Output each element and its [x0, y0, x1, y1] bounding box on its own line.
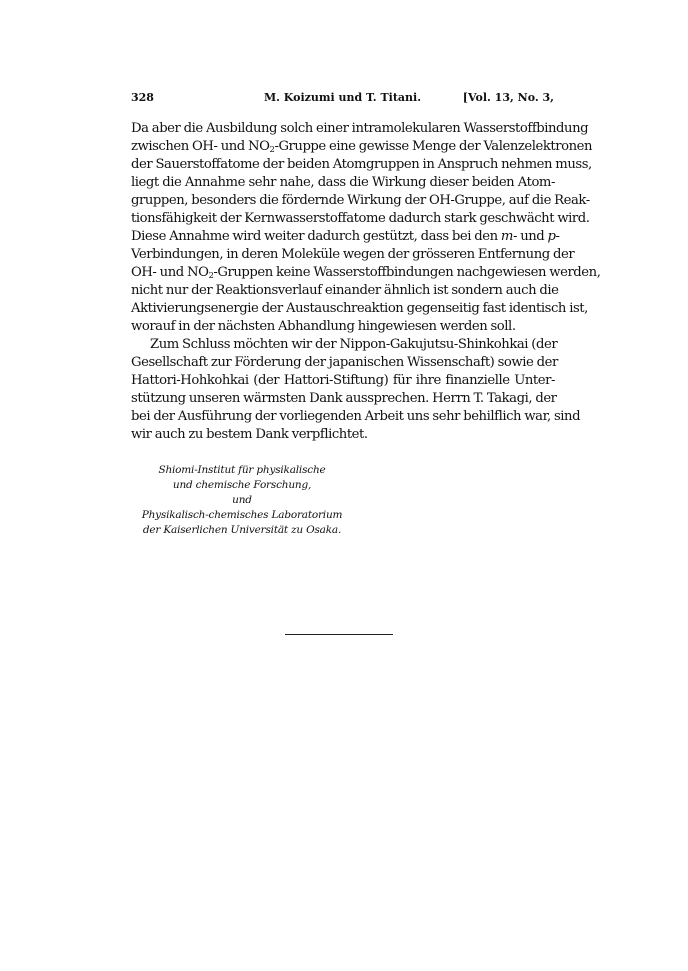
running-header-authors: M. Koizumi und T. Titani. — [263, 91, 422, 104]
affiliation-line: Physikalisch-chemisches Laboratorium — [141, 509, 343, 521]
text-line — [131, 228, 560, 246]
subscript: 2 — [208, 271, 214, 281]
text-line: bei der Ausführung der vorliegenden Arbeit uns sehr behilflich war, sind — [131, 409, 581, 424]
author-affiliation — [120, 463, 364, 538]
text-line: Verbindungen, in deren Moleküle wegen der grösseren Entfernung der — [131, 247, 575, 262]
italic-symbol: m — [500, 229, 513, 244]
text-line: Zum Schluss möchten wir der Nippon-Gakujutsu-Shinkohkai (der — [150, 337, 558, 352]
text-line: Aktivierungsenergie der Austauschreaktion gegenseitig fast identisch ist, — [131, 301, 588, 316]
text-line — [131, 264, 601, 282]
text-line: der Sauerstoffatome der beiden Atomgruppen in Anspruch nehmen muss, — [131, 157, 592, 172]
text-line: Gesellschaft zur Förderung der japanischen Wissenschaft) sowie der — [131, 355, 558, 370]
text-line: tionsfähigkeit der Kernwasserstoffatome dadurch stark geschwächt wird. — [131, 211, 590, 226]
text-line: Da aber die Ausbildung solch einer intramolekularen Wasserstoffbindung — [131, 121, 589, 136]
text-span: - — [555, 229, 560, 244]
running-header — [131, 91, 554, 109]
paragraph-1 — [131, 120, 601, 336]
text-line: stützung unseren wärmsten Dank aussprechen. Herrn T. Takagi, der — [131, 391, 557, 406]
text-span: -Gruppen keine Wasserstoffbindungen nachgewiesen werden, — [213, 265, 601, 280]
body-text — [131, 120, 601, 444]
end-of-article-rule — [285, 634, 393, 635]
text-line — [131, 138, 593, 156]
text-line: wir auch zu bestem Dank verpflichtet. — [131, 427, 368, 442]
text-span: -Gruppe eine gewisse Menge der Valenzelektronen — [274, 139, 593, 154]
italic-symbol: p — [547, 229, 556, 244]
affiliation-line: und chemische Forschung, — [172, 479, 312, 491]
text-span: zwischen OH- und NO — [131, 139, 270, 154]
affiliation-line: und — [232, 494, 252, 506]
text-line: nicht nur der Reaktionsverlauf einander ähnlich ist sondern auch die — [131, 283, 559, 298]
journal-reference: [Vol. 13, No. 3, — [462, 91, 554, 104]
text-line: liegt die Annahme sehr nahe, dass die Wirkung dieser beiden Atom- — [131, 175, 555, 190]
text-span: Diese Annahme wird weiter dadurch gestützt, dass bei den — [131, 229, 501, 244]
text-line: gruppen, besonders die fördernde Wirkung der OH-Gruppe, auf die Reak- — [131, 193, 590, 208]
text-line: Hattori-Hohkohkai (der Hattori-Stiftung) für ihre finanzielle Unter- — [131, 373, 555, 388]
affiliation-line: Shiomi-Institut für physikalische — [158, 464, 326, 476]
text-line: worauf in der nächsten Abhandlung hingewiesen werden soll. — [131, 319, 516, 334]
subscript: 2 — [269, 145, 275, 155]
affiliation-line: der Kaiserlichen Universität zu Osaka. — [142, 524, 342, 536]
paragraph-2 — [131, 336, 581, 444]
text-span: OH- und NO — [131, 265, 209, 280]
text-span: - und — [512, 229, 548, 244]
page-number: 328 — [131, 91, 154, 104]
